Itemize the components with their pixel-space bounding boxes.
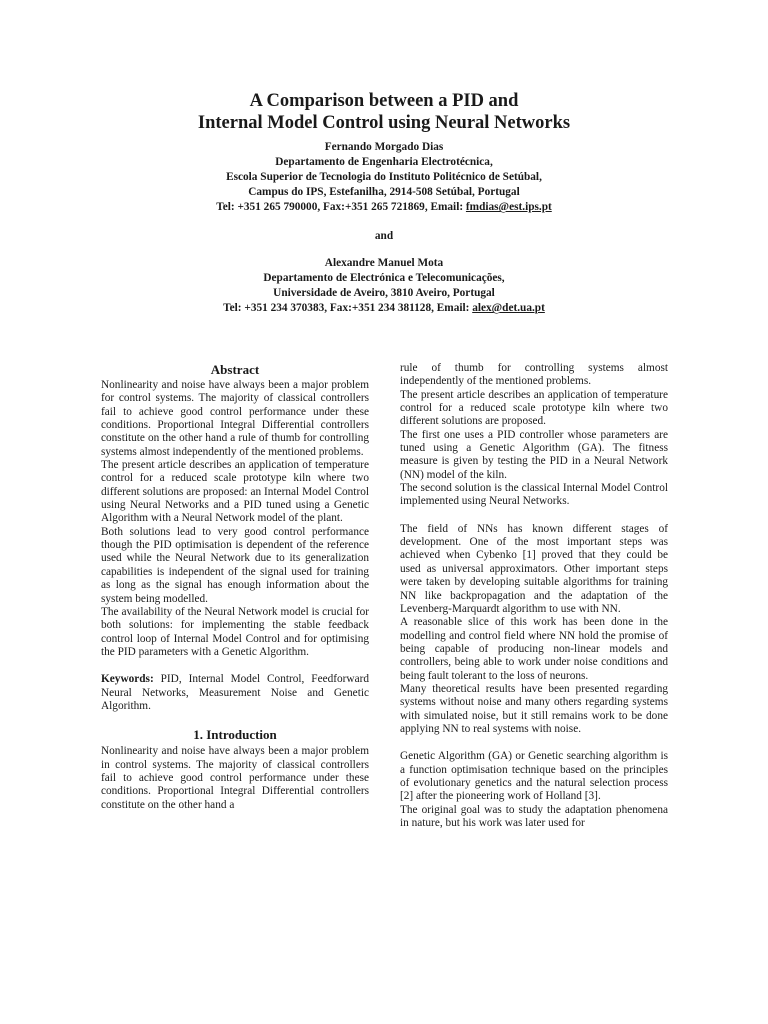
author-2-contact-text: Tel: +351 234 370383, Fax:+351 234 381128, Email: <box>223 302 473 315</box>
right-paragraph-1: rule of thumb for controlling systems almost independently of the mentioned problems. <box>400 362 668 388</box>
abstract-heading: Abstract <box>210 362 260 377</box>
right-paragraph-5: The field of NNs has known different stages of development. One of the most important steps was achieved when Cybenko [1] proved that they could be used as universal approximators. Other important steps were taken by developing suitable algorithms for training NN like backpropagation and the adaptation of the Levenberg-Marquardt algorithm to use with NN. <box>400 522 668 615</box>
author-1-department: Departamento de Engenharia Electrotécnica, <box>275 156 493 169</box>
author-2-block <box>0 256 768 316</box>
right-column <box>400 362 668 830</box>
author-1-contact <box>0 200 768 215</box>
author-2-name: Alexandre Manuel Mota <box>324 257 444 269</box>
right-paragraph-8: Genetic Algorithm (GA) or Genetic searching algorithm is a function optimisation technique based on the principles of evolutionary genetics and the natural selection process [2] after the pioneering work of Holland [3]. <box>400 750 668 803</box>
author-1-name: Fernando Morgado Dias <box>324 141 444 153</box>
paper-title <box>0 90 768 134</box>
keywords-paragraph <box>101 673 369 713</box>
keywords-text: PID, Internal Model Control, Feedforward Neural Networks, Measurement Noise and Genetic Algorithm. <box>101 673 369 712</box>
introduction-paragraph-1: Nonlinearity and noise have always been a major problem in control systems. The majority of classical controllers fail to achieve good control performance under these conditions. Proportional Integral Differential controllers constitute on the other hand a <box>101 745 369 811</box>
right-paragraph-3: The first one uses a PID controller whose parameters are tuned using a Genetic Algorithm (GA). The fitness measure is given by testing the PID in a Neural Network (NN) model of the kiln. <box>400 428 668 481</box>
right-paragraph-6: A reasonable slice of this work has been done in the modelling and control field where NN hold the promise of being capable of producing non-linear models and controllers, being able to work under noise conditions and being fault tolerant to the loss of neurons. <box>400 616 668 682</box>
author-2-department: Departamento de Electrónica e Telecomunicações, <box>263 272 505 285</box>
author-2-email-link[interactable]: alex@det.ua.pt <box>472 302 545 315</box>
abstract-paragraph-4: The availability of the Neural Network model is crucial for both solutions: for implementing the stable feedback control loop of Internal Model Control and for optimising the PID parameters with a Genetic Algorithm. <box>101 605 369 658</box>
author-2-school: Universidade de Aveiro, 3810 Aveiro, Portugal <box>273 287 495 300</box>
author-1-block <box>0 140 768 215</box>
title-line-2: Internal Model Control using Neural Networks <box>197 113 571 133</box>
author-separator: and <box>374 230 394 242</box>
right-paragraph-4: The second solution is the classical Internal Model Control implemented using Neural Networks. <box>400 482 668 508</box>
abstract-paragraph-2: The present article describes an application of temperature control for a reduced scale prototype kiln where two different solutions are proposed: an Internal Model Control using Neural Networks and a PID tuned using a Genetic Algorithm with a Neural Network model of the plant. <box>101 459 369 525</box>
introduction-heading: 1. Introduction <box>193 727 277 743</box>
author-1-contact-text: Tel: +351 265 790000, Fax:+351 265 721869, Email: <box>216 201 466 214</box>
left-column <box>101 362 369 812</box>
author-1-email-link[interactable]: fmdias@est.ips.pt <box>465 201 552 214</box>
author-2-contact <box>0 301 768 316</box>
abstract-paragraph-3: Both solutions lead to very good control performance though the PID optimisation is dependent of the reference used while the Neural Network due to its generalization capabilities is independent of the signal used for training as long as the signal has enough information about the system being modelled. <box>101 525 369 605</box>
abstract-paragraph-1: Nonlinearity and noise have always been a major problem for control systems. The majority of classical controllers fail to achieve good control performance under these conditions. Proportional Integral Differential controllers constitute on the other hand a rule of thumb for controlling systems almost independently of the mentioned problems. <box>101 379 369 458</box>
keywords-label: Keywords: <box>101 673 154 686</box>
right-paragraph-9: The original goal was to study the adaptation phenomena in nature, but his work was later used for <box>400 803 668 829</box>
right-paragraph-2: The present article describes an application of temperature control for a reduced scale prototype kiln where two different solutions are proposed. <box>400 388 668 428</box>
author-1-school: Escola Superior de Tecnologia do Instituto Politécnico de Setúbal, <box>226 171 542 184</box>
author-1-address: Campus do IPS, Estefanilha, 2914-508 Setúbal, Portugal <box>248 186 520 199</box>
right-paragraph-7: Many theoretical results have been presented regarding systems without noise and many others regarding systems with simulated noise, but it still remains work to be done applying NN to real systems with noise. <box>400 682 668 735</box>
title-line-1: A Comparison between a PID and <box>249 91 519 111</box>
